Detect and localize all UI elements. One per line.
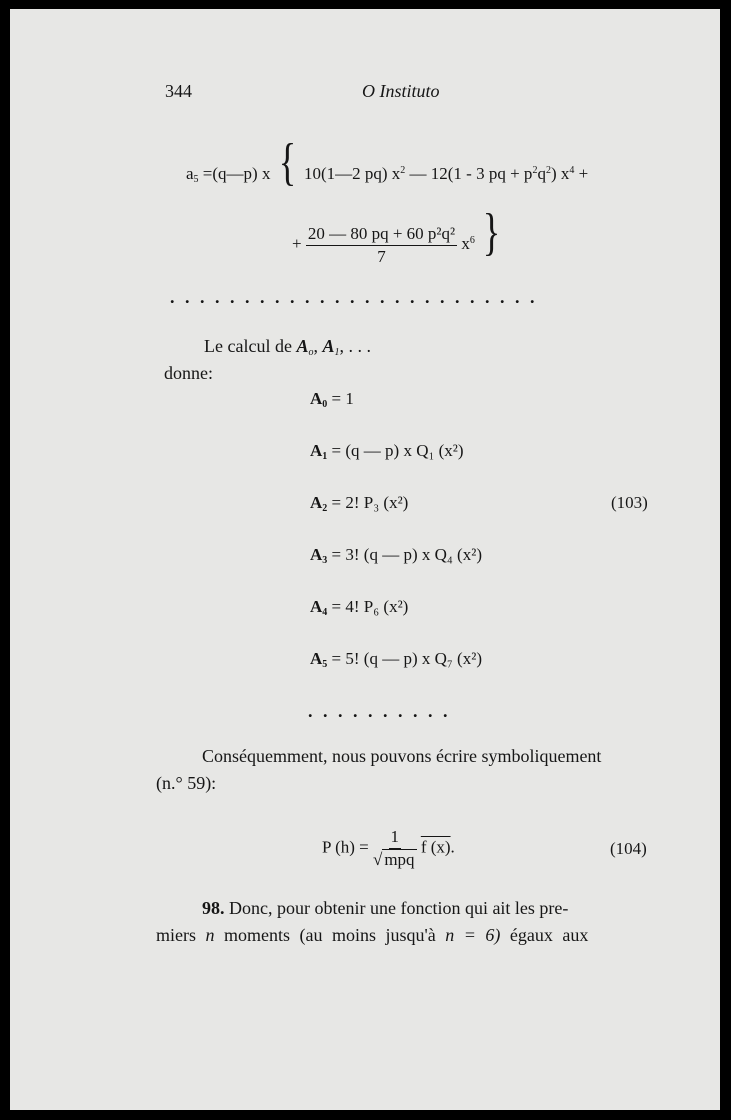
dot-leader: . . . . . . . . . . bbox=[308, 701, 448, 721]
equation-number-103: (103) bbox=[611, 493, 648, 512]
dot-leader: . . . . . . . . . . . . . . . . . . . . . . . . . bbox=[170, 287, 535, 307]
right-brace: } bbox=[482, 204, 501, 261]
calc-intro: Le calcul de $A_o$, $A_1$, . . . bbox=[204, 336, 371, 358]
page-number: 344 bbox=[165, 81, 192, 101]
calc-donne: donne: bbox=[164, 363, 213, 383]
fraction: $\frac{1}{\text{√ mpq}}$ bbox=[372, 827, 415, 869]
section-98-line1: 98. Donc, pour obtenir une fonction qui ait les pre- bbox=[202, 898, 569, 918]
a-row: $A_0 = 1$ bbox=[310, 389, 354, 410]
running-title: O Instituto bbox=[362, 81, 440, 101]
scanned-page bbox=[10, 9, 720, 1110]
paragraph-line: Conséquemment, nous pouvons écrire symboliquement bbox=[202, 746, 602, 766]
equation-a5-line2: + $\frac{\text{20 — 80 pq + 60 p²q²}}{7}$ $x^6$ } bbox=[292, 204, 501, 266]
equation-a5-line1: $a_5$ =(q—p) x { 10(1—2 pq) $x^2$ — 12(1 - 3 pq + $p^2q^2$) $x^4$ + bbox=[186, 134, 589, 191]
equation-number-104: (104) bbox=[610, 839, 647, 858]
a-row: $A_2 = 2$! P₃ (x²) bbox=[310, 493, 409, 514]
a-row: $A_5 = 5$! (q — p) x Q₇ (x²) bbox=[310, 649, 482, 670]
a-row: $A_4 = 4$! P₆ (x²) bbox=[310, 597, 409, 618]
a-row: $A_1 = (q$ — p) x Q₁ (x²) bbox=[310, 441, 464, 462]
equation-104: P (h) = $\frac{1}{\text{√ mpq}}$ f (x). bbox=[322, 827, 455, 869]
fraction: $\frac{\text{20 — 80 pq + 60 p²q²}}{7}$ bbox=[307, 223, 456, 266]
left-brace: { bbox=[278, 134, 296, 191]
paragraph-line: (n.° 59): bbox=[156, 773, 217, 793]
a-row: $A_3 = 3$! (q — p) x Q₄ (x²) bbox=[310, 545, 482, 566]
section-98-line2: miers n moments (au moins jusqu'à n = 6) égaux aux bbox=[156, 925, 589, 945]
